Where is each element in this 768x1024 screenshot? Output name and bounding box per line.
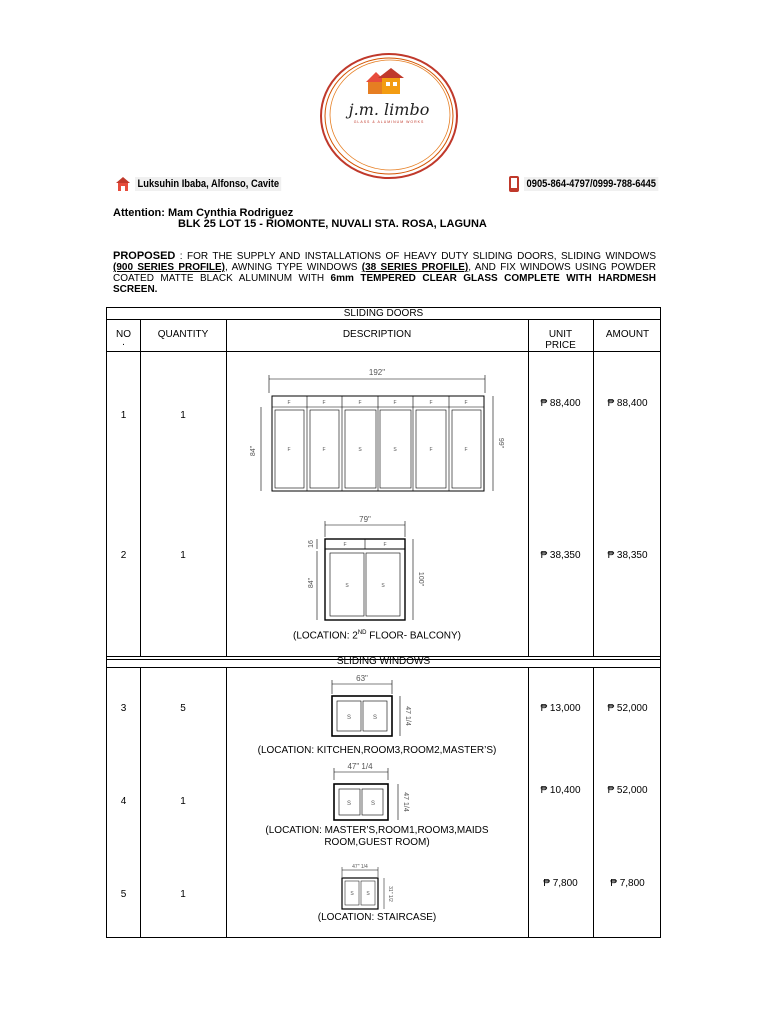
row5-location: (LOCATION: STAIRCASE) <box>317 912 437 923</box>
address-contact <box>115 174 307 194</box>
proposal-text: : FOR THE SUPPLY AND INSTALLATIONS OF HEAVY DUTY SLIDING DOORS, SLIDING WINDOWS <box>175 251 656 262</box>
d1-width: 192" <box>368 368 386 377</box>
proposal-series-900: (900 SERIES PROFILE) <box>113 262 226 273</box>
header-unit-price: UNIT PRICE <box>545 329 576 351</box>
svg-text:84": 84" <box>308 577 315 589</box>
logo-text: j.m. limbo <box>348 100 430 119</box>
header-no: NO . <box>116 329 131 348</box>
house-icon <box>115 176 131 192</box>
header-description: DESCRIPTION <box>342 329 412 340</box>
svg-text:F: F <box>287 400 291 406</box>
svg-text:F: F <box>322 447 326 453</box>
row2-location: (LOCATION: 2ND FLOOR- BALCONY) <box>293 630 461 642</box>
svg-text:100": 100" <box>417 571 424 587</box>
svg-text:F: F <box>383 542 387 548</box>
quotation-table <box>106 307 661 938</box>
svg-text:F: F <box>358 400 362 406</box>
svg-text:S: S <box>370 801 376 807</box>
row1-qty: 1 <box>180 410 186 421</box>
proposal-glass-spec: 6mm TEMPERED CLEAR GLASS COMPLETE WITH HARDMESH SCREEN. <box>113 273 656 295</box>
row5-unit-price: ₱ 7,800 <box>543 878 578 889</box>
door-drawing-2 <box>297 513 437 628</box>
header-quantity: QUANTITY <box>157 329 209 340</box>
svg-text:F: F <box>287 447 291 453</box>
svg-text:S: S <box>346 801 352 807</box>
attention-line: Attention: Mam Cynthia Rodriguez <box>113 207 294 219</box>
row3-no: 3 <box>120 703 127 714</box>
svg-text:S: S <box>358 447 362 453</box>
svg-text:S: S <box>366 891 370 897</box>
phone-text: 0905-864-4797/0999-788-6445 <box>524 177 659 191</box>
header-amount: AMOUNT <box>605 329 650 340</box>
row4-qty: 1 <box>180 796 186 807</box>
section-sliding-windows: SLIDING WINDOWS <box>336 656 431 667</box>
svg-text:F: F <box>343 542 347 548</box>
logo-tagline: GLASS & ALUMINUM WORKS <box>353 120 425 124</box>
row3-location: (LOCATION: KITCHEN,ROOM3,ROOM2,MASTER’S) <box>257 745 497 756</box>
row1-amount: ₱ 88,400 <box>607 398 648 409</box>
proposal-text: , AWNING TYPE WINDOWS <box>225 262 362 273</box>
svg-text:63": 63" <box>356 674 368 683</box>
svg-text:F: F <box>464 447 468 453</box>
svg-text:84": 84" <box>250 445 257 457</box>
proposal-label: PROPOSED <box>113 250 176 262</box>
row4-location: (LOCATION: MASTER’S,ROOM1,ROOM3,MAIDS ROOM,GUEST ROOM) <box>265 825 489 848</box>
svg-text:F: F <box>429 447 433 453</box>
row1-unit-price: ₱ 88,400 <box>540 398 581 409</box>
phone-icon <box>508 176 520 192</box>
row2-unit-price: ₱ 38,350 <box>540 550 581 561</box>
row3-amount: ₱ 52,000 <box>607 703 648 714</box>
row2-amount: ₱ 38,350 <box>607 550 648 561</box>
row1-no: 1 <box>120 410 127 421</box>
svg-text:S: S <box>346 715 352 721</box>
row4-unit-price: ₱ 10,400 <box>540 785 581 796</box>
svg-text:31" 1/2: 31" 1/2 <box>387 886 393 902</box>
svg-text:F: F <box>393 400 397 406</box>
svg-text:47 1/4: 47 1/4 <box>402 792 409 812</box>
address-text: Luksuhin Ibaba, Alfonso, Cavite <box>135 177 282 191</box>
svg-text:S: S <box>345 583 349 589</box>
svg-text:F: F <box>322 400 326 406</box>
row3-qty: 5 <box>180 703 186 714</box>
company-logo <box>316 48 462 184</box>
svg-text:79": 79" <box>359 515 371 524</box>
row4-amount: ₱ 52,000 <box>607 785 648 796</box>
svg-text:16: 16 <box>308 540 315 548</box>
row3-unit-price: ₱ 13,000 <box>540 703 581 714</box>
svg-text:S: S <box>372 715 378 721</box>
row5-amount: ₱ 7,800 <box>610 878 645 889</box>
proposal-text: , AND FIX WINDOWS USING POWDER COATED MATTE BLACK ALUMINUM WITH <box>113 262 656 284</box>
svg-text:S: S <box>350 891 354 897</box>
window-drawing-5 <box>332 863 412 916</box>
proposal-series-38: (38 SERIES PROFILE) <box>361 262 469 273</box>
svg-text:47" 1/4: 47" 1/4 <box>352 864 368 870</box>
row5-qty: 1 <box>180 889 186 900</box>
svg-text:F: F <box>464 400 468 406</box>
svg-text:99": 99" <box>497 437 504 449</box>
svg-text:S: S <box>381 583 385 589</box>
svg-text:S: S <box>393 447 397 453</box>
window-drawing-4 <box>312 760 432 827</box>
section-sliding-doors: SLIDING DOORS <box>343 308 424 319</box>
svg-text:F: F <box>429 400 433 406</box>
row5-no: 5 <box>120 889 127 900</box>
svg-text:47 1/4: 47 1/4 <box>404 706 411 726</box>
proposal-paragraph <box>113 251 656 295</box>
svg-text:47" 1/4: 47" 1/4 <box>347 762 373 771</box>
row2-qty: 1 <box>180 550 186 561</box>
door-drawing-1 <box>237 363 517 503</box>
row2-no: 2 <box>120 550 127 561</box>
phone-contact <box>508 174 682 194</box>
row4-no: 4 <box>120 796 127 807</box>
attention-address: BLK 25 LOT 15 - RIOMONTE, NUVALI STA. ROSA, LAGUNA <box>178 218 487 230</box>
window-drawing-3 <box>312 672 432 747</box>
